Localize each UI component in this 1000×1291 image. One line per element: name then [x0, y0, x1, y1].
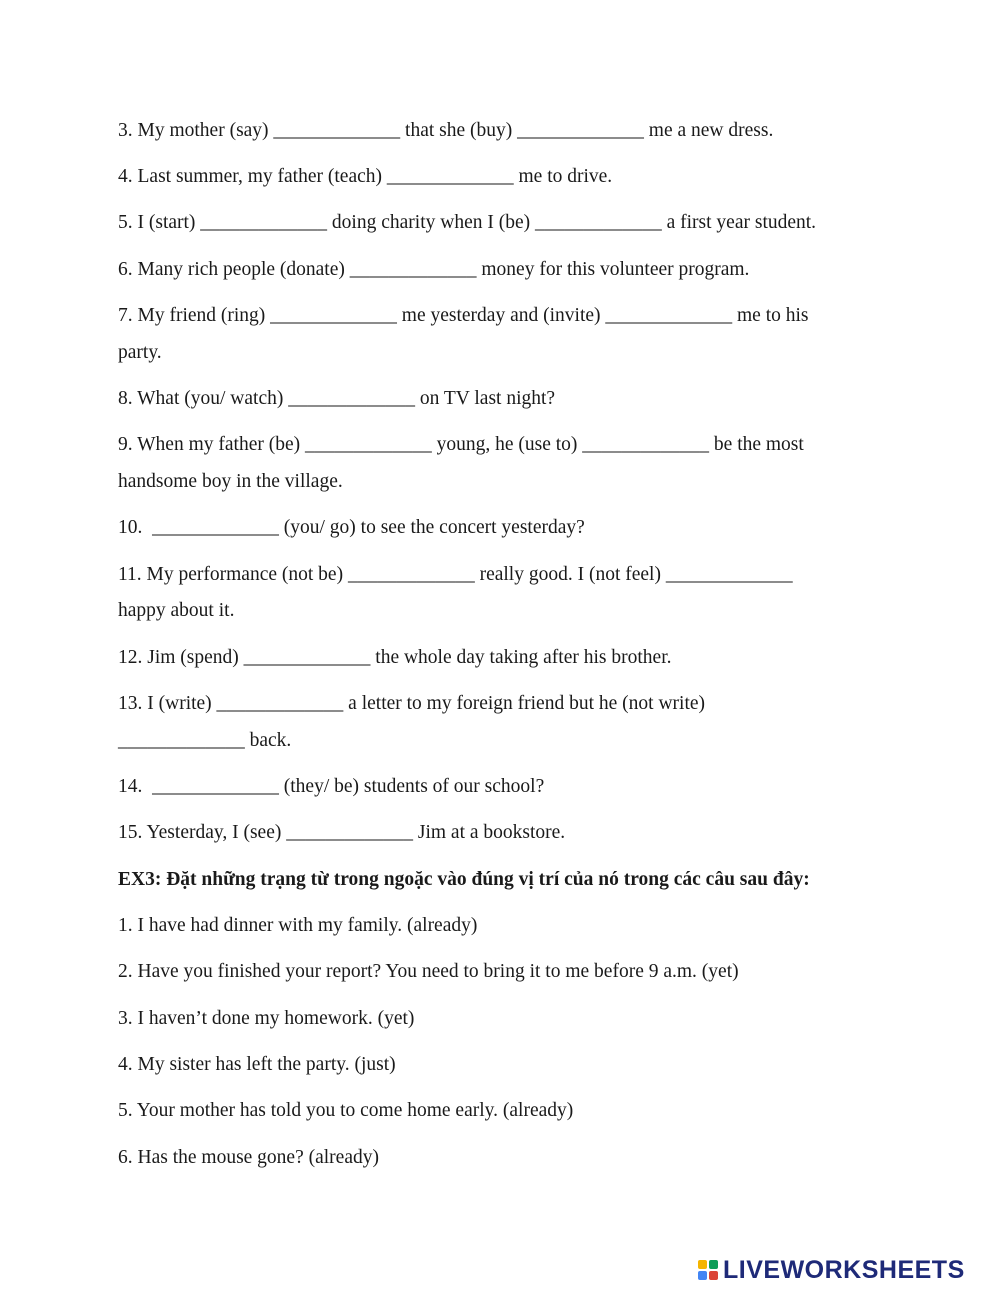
ex3-line-5: 5. Your mother has told you to come home early. (already)	[118, 1100, 574, 1121]
exercise-line-11-cont: happy about it.	[118, 600, 235, 621]
exercise-line-15: 15. Yesterday, I (see) _____________ Jim at a bookstore.	[118, 822, 566, 843]
exercise-line-7: 7. My friend (ring) _____________ me yesterday and (invite) _____________ me to his	[118, 305, 809, 326]
ex3-line-4: 4. My sister has left the party. (just)	[118, 1054, 396, 1075]
exercise-line-9-cont: handsome boy in the village.	[118, 471, 343, 492]
exercise-line-5: 5. I (start) _____________ doing charity when I (be) _____________ a first year student.	[118, 212, 817, 233]
logo-block-blue	[698, 1271, 707, 1280]
exercise3-heading: EX3: Đặt những trạng từ trong ngoặc vào đúng vị trí của nó trong các câu sau đây:	[118, 869, 810, 890]
exercise-line-3: 3. My mother (say) _____________ that she (buy) _____________ me a new dress.	[118, 120, 774, 141]
logo-block-red	[709, 1271, 718, 1280]
ex3-line-1: 1. I have had dinner with my family. (already)	[118, 915, 478, 936]
logo-block-green	[709, 1260, 718, 1269]
liveworksheets-logo	[698, 1256, 965, 1284]
exercise-line-13: 13. I (write) _____________ a letter to my foreign friend but he (not write)	[118, 693, 706, 714]
ex3-line-6: 6. Has the mouse gone? (already)	[118, 1147, 379, 1168]
exercise-line-9: 9. When my father (be) _____________ young, he (use to) _____________ be the most	[118, 434, 804, 455]
ex3-line-2: 2. Have you finished your report? You need to bring it to me before 9 a.m. (yet)	[118, 961, 739, 982]
logo-block-yellow	[698, 1260, 707, 1269]
exercise-line-13-cont: _____________ back.	[118, 730, 292, 751]
exercise-line-6: 6. Many rich people (donate) _____________ money for this volunteer program.	[118, 259, 750, 280]
exercise-line-12: 12. Jim (spend) _____________ the whole day taking after his brother.	[118, 647, 672, 668]
exercise-line-7-cont: party.	[118, 342, 162, 363]
exercise-line-4: 4. Last summer, my father (teach) _____________ me to drive.	[118, 166, 613, 187]
ex3-line-3: 3. I haven’t done my homework. (yet)	[118, 1008, 415, 1029]
exercise-line-10: 10. _____________ (you/ go) to see the concert yesterday?	[118, 517, 585, 538]
exercise-line-8: 8. What (you/ watch) _____________ on TV last night?	[118, 388, 556, 409]
exercise-line-11: 11. My performance (not be) _____________ really good. I (not feel) _____________	[118, 564, 793, 585]
logo-text: LIVEWORKSHEETS	[723, 1255, 965, 1284]
logo-blocks-icon	[698, 1260, 718, 1280]
exercise-line-14: 14. _____________ (they/ be) students of our school?	[118, 776, 545, 797]
